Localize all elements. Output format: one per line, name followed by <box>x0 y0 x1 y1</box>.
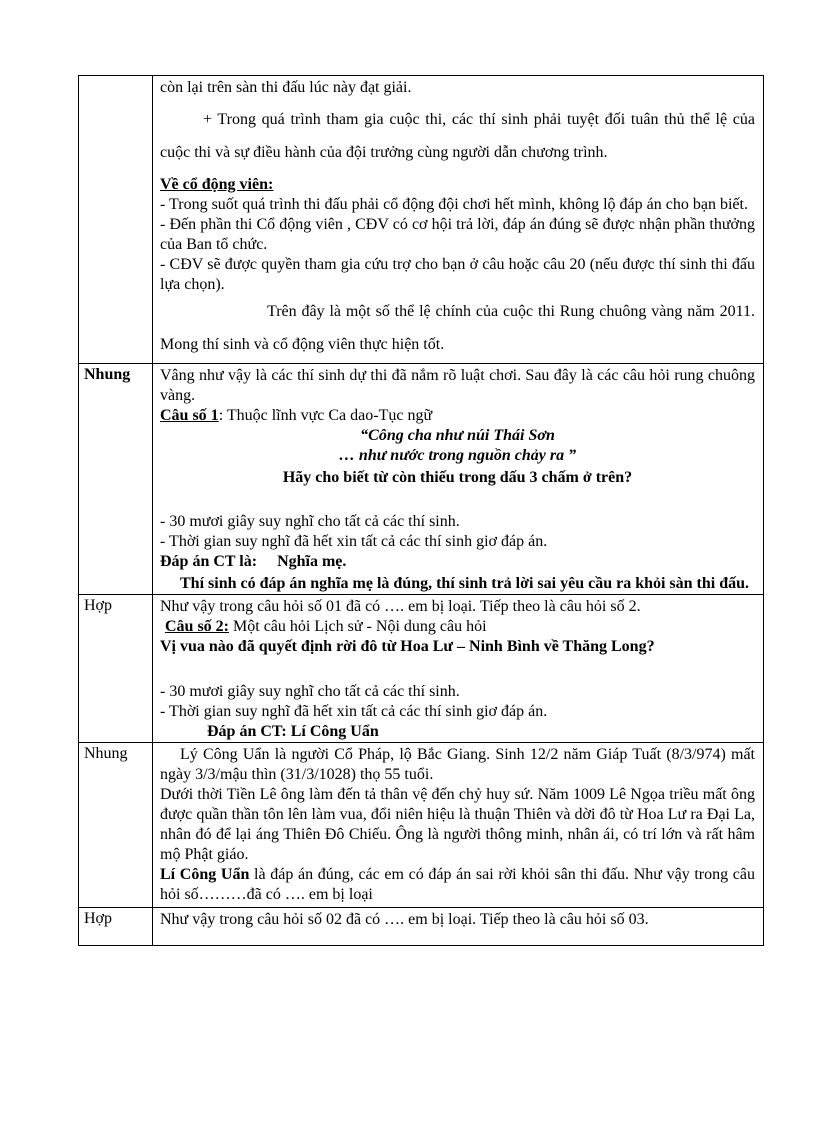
question-2-header <box>160 617 755 637</box>
question-text: Vị vua nào đã quyết định rời đô từ Hoa Lư – Ninh Bình về Thăng Long? <box>160 638 655 655</box>
answer-value: Nghĩa mẹ. <box>277 553 347 570</box>
summary-text: Như vậy trong câu hỏi số 02 đã có …. em bị loại. Tiếp theo là câu hỏi số 03. <box>160 911 649 928</box>
table-row <box>79 743 764 908</box>
content-cell <box>153 76 764 364</box>
table-row <box>79 595 764 743</box>
table-row <box>79 908 764 946</box>
intro-text: Vâng như vậy là các thí sinh dự thi đã nắm rõ luật chơi. Sau đây là các câu hỏi rung chuông vàng. <box>160 367 755 404</box>
speaker-cell: Nhung <box>79 743 153 908</box>
answer-line: Đáp án CT: Lí Công Uẩn <box>207 723 379 740</box>
verse-line: “Công cha như núi Thái Sơn <box>360 427 555 444</box>
speaker-cell: Hợp <box>79 908 153 946</box>
biography-text: Lý Công Uẩn là người Cổ Pháp, lộ Bắc Giang. Sinh 12/2 năm Giáp Tuất (8/3/974) mất ngày 3/3/mậu thìn (31/3/1028) thọ 55 tuổi. <box>160 746 755 783</box>
supporters-rule-3: - CĐV sẽ được quyền tham gia cứu trợ cho bạn ở câu hoặc câu 20 (nếu được thí sinh thi đấu lựa chọn). <box>160 256 755 293</box>
answer-label: Đáp án CT là: <box>160 553 258 570</box>
content-cell <box>153 595 764 743</box>
time-note: - Thời gian suy nghĩ đã hết xin tất cả các thí sinh giơ đáp án. <box>160 533 548 550</box>
result-detail: là đáp án đúng, các em có đáp án sai rời khỏi sân thi đấu. Như vậy trong câu hỏi số………đã có …. em bị loại <box>160 866 755 903</box>
speaker-cell: Hợp <box>79 595 153 743</box>
result-text <box>160 865 755 905</box>
speaker-cell <box>79 76 153 364</box>
content-cell <box>153 364 764 595</box>
script-table <box>78 75 764 946</box>
speaker-cell: Nhung <box>79 364 153 595</box>
verdict-text: Thí sinh có đáp án nghĩa mẹ là đúng, thí sinh trả lời sai yêu cầu ra khỏi sàn thi đấu. <box>180 575 750 592</box>
summary-text: Như vậy trong câu hỏi số 01 đã có …. em bị loại. Tiếp theo là câu hỏi số 2. <box>160 598 641 615</box>
question-text: Hãy cho biết từ còn thiếu trong dấu 3 chấm ở trên? <box>282 469 633 486</box>
supporters-heading: Về cổ động viên: <box>160 176 274 193</box>
question-1-header <box>160 406 755 426</box>
question-topic: : Thuộc lĩnh vực Ca dao-Tục ngữ <box>218 407 433 424</box>
question-topic: Một câu hỏi Lịch sử - Nội dung câu hỏi <box>229 618 487 635</box>
supporters-rule-2: - Đến phần thi Cổ động viên , CĐV có cơ hội trả lời, đáp án đúng sẽ được nhận phần thưởng của Ban tổ chức. <box>160 216 755 253</box>
answer-line <box>160 552 755 572</box>
question-label: Câu số 1 <box>160 407 219 424</box>
biography-text: Dưới thời Tiền Lê ông làm đến tả thân vệ đến chỷ huy sứ. Năm 1009 Lê Ngọa triều mất ông được quần thần tôn lên làm vua, đổi niên hiệu là thuận Thiên và dời đô từ Hoa Lư ra Đại La, nhân đó để lại áng Thiên Đô Chiếu. Ông là người thông minh, nhân ái, có trí lớn và rất hâm mộ Phật giáo. <box>160 786 755 863</box>
rules-paragraph: + Trong quá trình tham gia cuộc thi, các thí sinh phải tuyệt đối tuân thủ thể lệ của cuộc thi và sự điều hành của đội trưởng cùng người dẫn chương trình. <box>160 111 755 161</box>
verse-line: … như nước trong nguồn chảy ra ” <box>338 447 577 464</box>
table-row <box>79 76 764 364</box>
result-name: Lí Công Uẩn <box>160 866 250 883</box>
time-note: - Thời gian suy nghĩ đã hết xin tất cả các thí sinh giơ đáp án. <box>160 703 548 720</box>
content-cell <box>153 743 764 908</box>
supporters-rule-1: - Trong suốt quá trình thi đấu phải cổ động đội chơi hết mình, không lộ đáp án cho bạn biết. <box>160 196 748 213</box>
table-row <box>79 364 764 595</box>
closing-paragraph: Trên đây là một số thể lệ chính của cuộc thi Rung chuông vàng năm 2011. Mong thí sinh và cổ động viên thực hiện tốt. <box>160 303 755 353</box>
rules-line: còn lại trên sàn thi đấu lúc này đạt giải. <box>160 79 412 96</box>
time-note: - 30 mươi giây suy nghĩ cho tất cả các thí sinh. <box>160 513 460 530</box>
question-label: Câu số 2: <box>165 618 230 635</box>
time-note: - 30 mươi giây suy nghĩ cho tất cả các thí sinh. <box>160 683 460 700</box>
content-cell <box>153 908 764 946</box>
